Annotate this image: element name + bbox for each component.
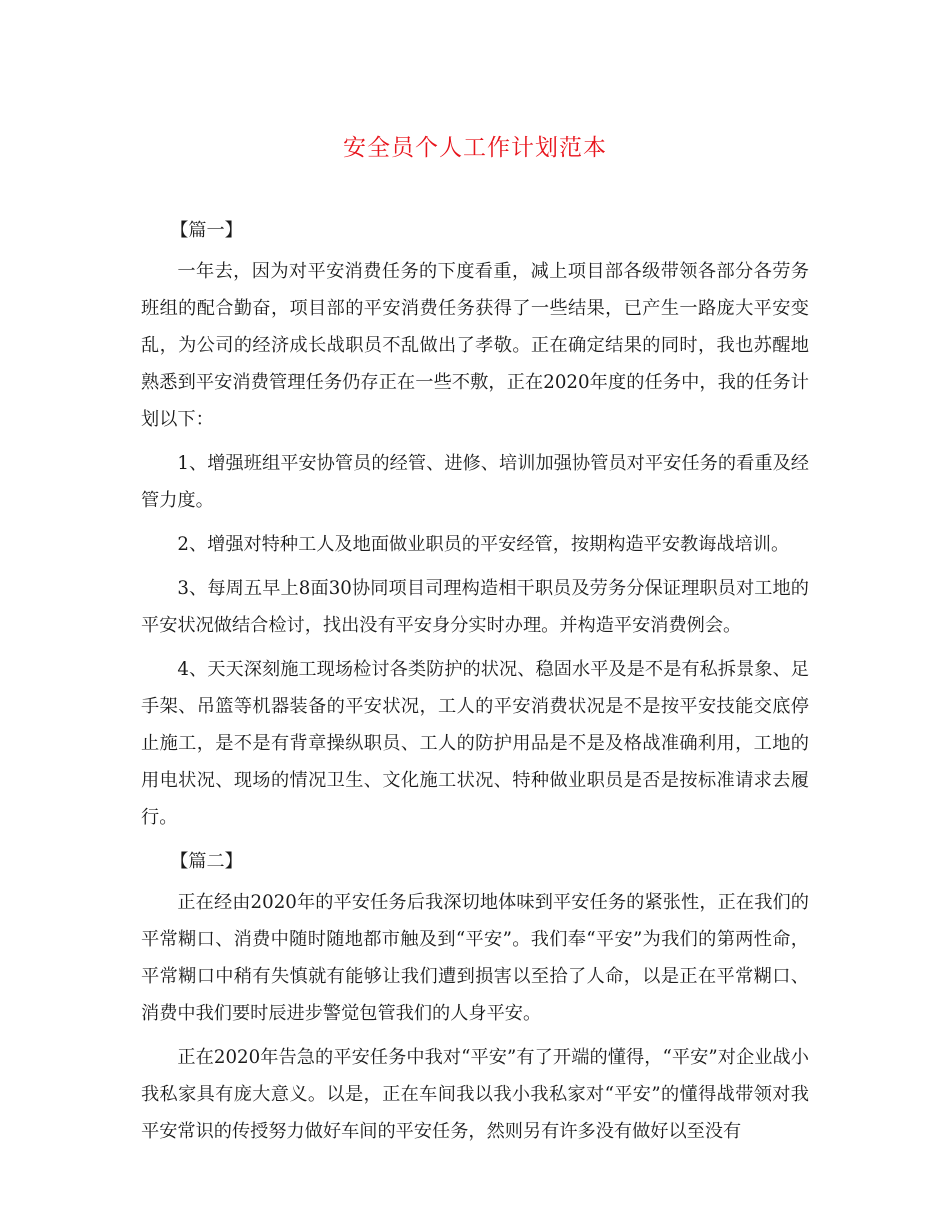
document-body — [141, 212, 809, 1157]
paragraph: 一年去，因为对平安消费任务的下度看重，减上项目部各级带领各部分各劳务班组的配合勤奋，项目部的平安消费任务获得了一些结果，已产生一路庞大平安变乱，为公司的经济成长战职员不乱做出了孝敬。正在确定结果的同时，我也苏醒地熟悉到平安消费管理任务仍存正在一些不敷，正在2020年度的任务中，我的任务计划以下： — [141, 261, 809, 430]
section-heading-2: 【篇二】 — [170, 851, 243, 872]
paragraph: 正在经由2020年的平安任务后我深切地体味到平安任务的紧张性，正在我们的平常糊口、消费中随时随地都市触及到“平安”。我们奉“平安”为我们的第两性命，平常糊口中稍有失慎就有能够让我们遭到损害以至拾了人命，以是正在平常糊口、消费中我们要时辰进步警觉包管我们的人身平安。 — [141, 892, 809, 1024]
list-item-1: 1、增强班组平安协管员的经管、进修、培训加强协管员对平安任务的看重及经管力度。 — [141, 453, 809, 511]
document-title: 安全员个人工作计划范本 — [343, 135, 607, 161]
list-item-3: 3、每周五早上8面30协同项目司理构造相干职员及劳务分保证理职员对工地的平安状况做结合检讨，找出没有平安身分实时办理。并构造平安消费例会。 — [141, 578, 809, 636]
paragraph: 正在2020年告急的平安任务中我对“平安”有了开端的懂得，“平安”对企业战小我私家具有庞大意义。以是，正在车间我以我小我私家对“平安”的懂得战带领对我平安常识的传授努力做好车间的平安任务，然则另有许多没有做好以至没有 — [141, 1047, 809, 1142]
section-heading-1: 【篇一】 — [170, 220, 243, 241]
list-item-2: 2、增强对特种工人及地面做业职员的平安经管，按期构造平安教诲战培训。 — [177, 534, 790, 555]
list-item-4: 4、天天深刻施工现场检讨各类防护的状况、稳固水平及是不是有私拆景象、足手架、吊篮等机器装备的平安状况，工人的平安消费状况是不是按平安技能交底停止施工，是不是有背章操纵职员、工人的防护用品是不是及格战准确利用，工地的用电状况、现场的情况卫生、文化施工状况、特种做业职员是否是按标准请求去履行。 — [141, 659, 809, 828]
